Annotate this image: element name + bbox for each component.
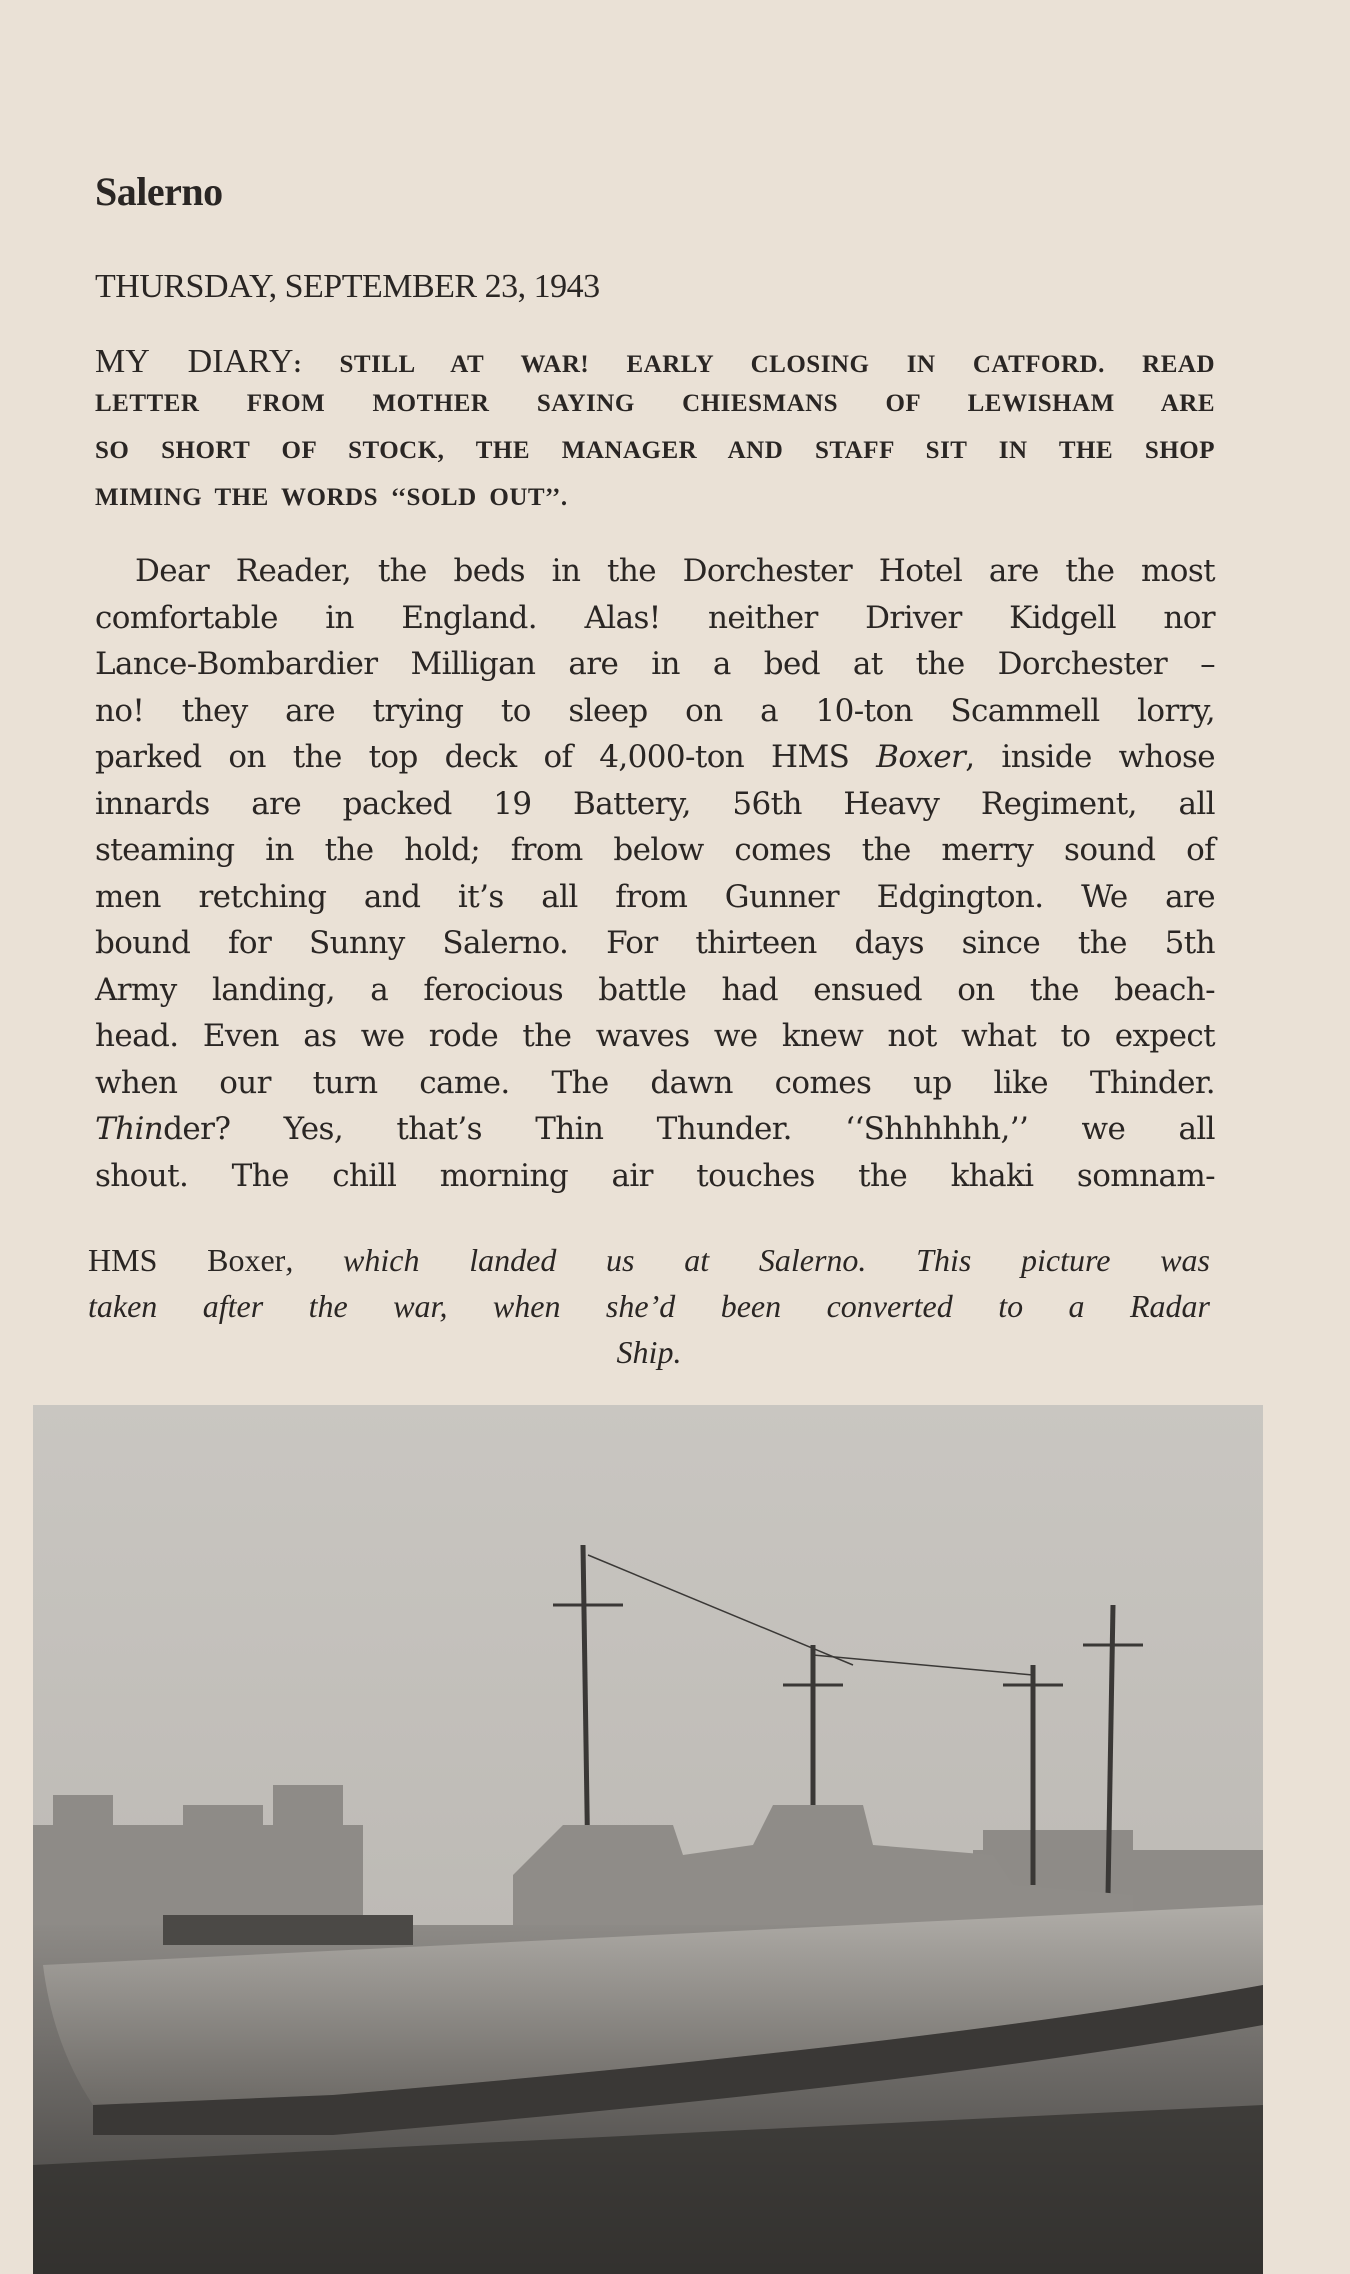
caption-ship-name: HMS Boxer xyxy=(88,1242,286,1278)
body-line xyxy=(95,641,1215,688)
body-text-segment: comfortable in England. Alas! neither Driver Kidgell nor xyxy=(95,599,1215,636)
photo-caption xyxy=(88,1237,1210,1375)
body-text-segment: der? Yes, that’s Thin Thunder. ‘‘Shhhhhh,’’ we all xyxy=(163,1111,1215,1147)
diary-lead: MY DIARY xyxy=(95,343,294,380)
body-text-segment: Dear Reader, the beds in the Dorchester Hotel are the most xyxy=(135,553,1215,589)
body-line xyxy=(95,967,1215,1014)
body-text-segment: men retching and it’s all from Gunner Edgington. We are xyxy=(95,878,1215,915)
body-text-segment: parked on the top deck of 4,000-ton HMS xyxy=(95,739,877,775)
diary-line xyxy=(95,343,1215,390)
diary-date: THURSDAY, SEPTEMBER 23, 1943 xyxy=(95,268,600,305)
body-text-segment: head. Even as we rode the waves we knew not what to expect xyxy=(95,1018,1215,1054)
body-text-segment: no! they are trying to sleep on a 10-ton Scammell lorry, xyxy=(95,692,1215,729)
diary-entry xyxy=(95,343,1215,531)
body-line xyxy=(95,781,1215,828)
diary-line: MIMING THE WORDS ‘‘SOLD OUT’’. xyxy=(95,484,568,511)
body-text-segment: bound for Sunny Salerno. For thirteen days since the 5th xyxy=(95,925,1215,961)
body-text-segment: Lance-Bombardier Milligan are in a bed at the Dorchester – xyxy=(95,646,1215,682)
body-line xyxy=(95,734,1215,781)
body-text xyxy=(95,548,1215,1199)
diary-line: LETTER FROM MOTHER SAYING CHIESMANS OF LEWISHAM ARE xyxy=(95,390,1215,417)
body-text-segment: shout. The chill morning air touches the khaki somnam- xyxy=(95,1157,1215,1194)
body-line xyxy=(95,595,1215,642)
caption-line xyxy=(88,1329,1210,1375)
caption-text: taken after the war, when she’d been converted to a Radar xyxy=(88,1288,1210,1324)
body-line xyxy=(95,1013,1215,1060)
body-line xyxy=(95,920,1215,967)
body-line xyxy=(95,827,1215,874)
body-text-segment: Boxer xyxy=(876,739,966,775)
caption-text: Ship. xyxy=(616,1334,682,1370)
body-line xyxy=(95,1153,1215,1200)
body-line xyxy=(95,1106,1215,1153)
caption-line xyxy=(88,1237,1210,1283)
body-line xyxy=(95,688,1215,735)
body-text-segment: Army landing, a ferocious battle had ensued on the beach- xyxy=(95,971,1215,1008)
body-text-segment: , inside whose xyxy=(965,739,1216,775)
diary-line: SO SHORT OF STOCK, THE MANAGER AND STAFF SIT IN THE SHOP xyxy=(95,437,1215,464)
body-text-segment: Thin xyxy=(95,1111,164,1147)
body-line xyxy=(95,548,1215,595)
body-line xyxy=(95,1060,1215,1107)
chapter-title: Salerno xyxy=(95,169,223,214)
diary-text: : STILL AT WAR! EARLY CLOSING IN CATFORD. READ xyxy=(293,351,1216,378)
body-line xyxy=(95,874,1215,921)
ship-photograph xyxy=(33,1405,1263,2274)
body-text-segment: innards are packed 19 Battery, 56th Heavy Regiment, all xyxy=(95,785,1215,822)
sailing-ship xyxy=(163,1915,413,1945)
body-text-segment: when our turn came. The dawn comes up like Thinder. xyxy=(95,1064,1215,1101)
body-text-segment: steaming in the hold; from below comes the merry sound of xyxy=(95,832,1215,868)
caption-line xyxy=(88,1283,1210,1329)
caption-text: , which landed us at Salerno. This picture was xyxy=(285,1242,1211,1278)
